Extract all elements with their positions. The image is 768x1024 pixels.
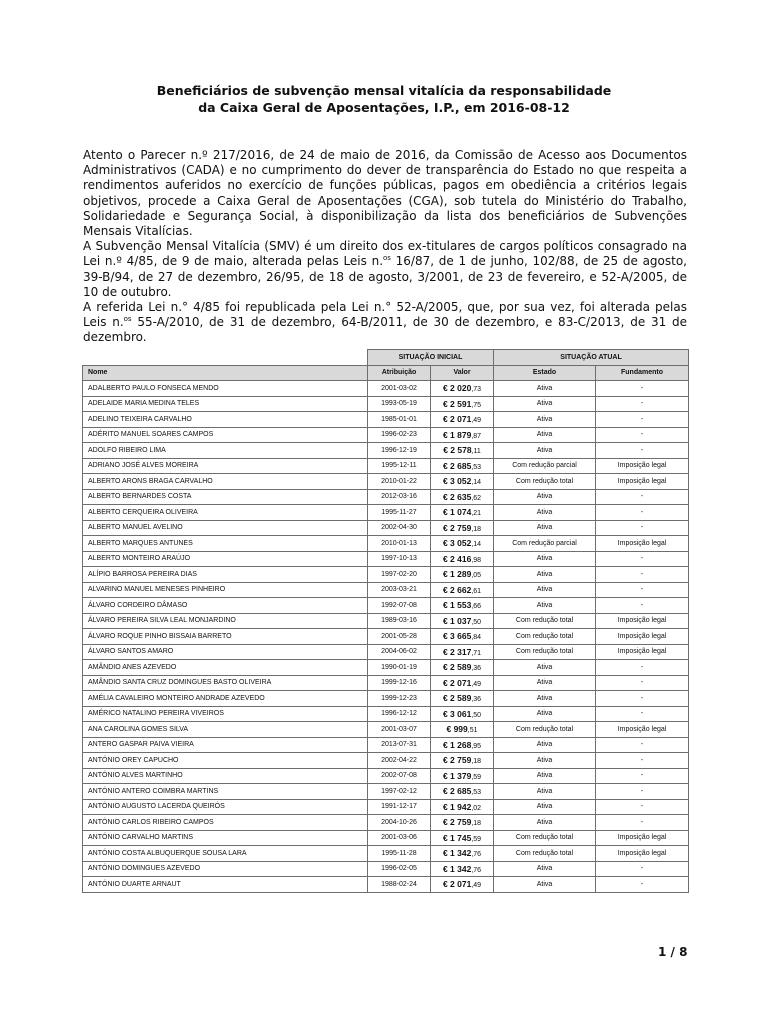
cell-atribuicao: 2003-03-21 <box>368 582 431 598</box>
cell-valor <box>431 458 494 474</box>
title-line-2: da Caixa Geral de Aposentações, I.P., em 2016-08-12 <box>198 100 570 115</box>
valor-decimals: ,98 <box>471 556 482 564</box>
table-row <box>83 536 689 552</box>
cell-estado: Ativa <box>494 567 596 583</box>
cell-atribuicao: 2010-01-13 <box>368 536 431 552</box>
cell-valor <box>431 489 494 505</box>
table-row <box>83 520 689 536</box>
table-row <box>83 846 689 862</box>
valor-integer: € 2 685 <box>442 786 472 797</box>
cell-nome: ADELAIDE MARIA MEDINA TELES <box>83 396 368 412</box>
intro-p2-superscript: os <box>383 254 391 263</box>
cell-atribuicao: 2001-05-28 <box>368 629 431 645</box>
document-title <box>0 82 768 116</box>
cell-fundamento: - <box>596 443 689 459</box>
intro-p3-text-a: A referida Lei n.° 4/85 foi republicada pela Lei n.° 52-A/2005, que, por sua vez, foi alterada pelas Leis n. <box>83 300 687 330</box>
intro-text <box>83 148 687 346</box>
valor-integer: € 1 379 <box>442 770 472 781</box>
valor-decimals: ,49 <box>471 680 482 688</box>
header-fundamento: Fundamento <box>596 365 689 381</box>
cell-valor <box>431 567 494 583</box>
table-row <box>83 660 689 676</box>
table-row <box>83 567 689 583</box>
cell-nome: ANTÓNIO OREY CAPUCHO <box>83 753 368 769</box>
cell-valor <box>431 830 494 846</box>
cell-fundamento: - <box>596 753 689 769</box>
cell-fundamento: - <box>596 489 689 505</box>
cell-valor <box>431 768 494 784</box>
cell-valor <box>431 551 494 567</box>
table-row <box>83 458 689 474</box>
cell-valor <box>431 737 494 753</box>
cell-valor <box>431 722 494 738</box>
cell-estado: Ativa <box>494 784 596 800</box>
table-column-header-row <box>83 365 689 381</box>
cell-valor <box>431 644 494 660</box>
valor-integer: € 2 071 <box>442 414 472 425</box>
cell-valor <box>431 799 494 815</box>
cell-fundamento: - <box>596 582 689 598</box>
cell-atribuicao: 1996-12-19 <box>368 443 431 459</box>
cell-nome: ADÉRITO MANUEL SOARES CAMPOS <box>83 427 368 443</box>
cell-fundamento: - <box>596 427 689 443</box>
valor-decimals: ,61 <box>471 587 482 595</box>
intro-paragraph-2 <box>83 239 687 300</box>
cell-valor <box>431 706 494 722</box>
cell-nome: ANTERO GASPAR PAIVA VIEIRA <box>83 737 368 753</box>
valor-decimals: ,50 <box>471 711 482 719</box>
valor-integer: € 1 342 <box>442 863 472 874</box>
cell-fundamento: Imposição legal <box>596 830 689 846</box>
cell-valor <box>431 629 494 645</box>
cell-fundamento: Imposição legal <box>596 536 689 552</box>
cell-nome: AMÂNDIO SANTA CRUZ DOMINGUES BASTO OLIVEIRA <box>83 675 368 691</box>
valor-decimals: ,50 <box>471 618 482 626</box>
valor-decimals: ,49 <box>471 417 482 425</box>
valor-integer: € 2 685 <box>442 460 472 471</box>
cell-nome: ANTÓNIO ALVES MARTINHO <box>83 768 368 784</box>
cell-atribuicao: 2002-04-30 <box>368 520 431 536</box>
cell-nome: ALBERTO MARQUES ANTUNES <box>83 536 368 552</box>
valor-integer: € 3 052 <box>442 476 472 487</box>
valor-integer: € 2 635 <box>442 491 472 502</box>
cell-atribuicao: 1997-10-13 <box>368 551 431 567</box>
table-row <box>83 396 689 412</box>
cell-atribuicao: 1990-01-19 <box>368 660 431 676</box>
cell-fundamento: - <box>596 737 689 753</box>
valor-decimals: ,14 <box>471 479 482 487</box>
table-row <box>83 815 689 831</box>
title-line-1: Beneficiários de subvenção mensal vitalícia da responsabilidade <box>156 83 612 98</box>
header-nome: Nome <box>83 365 368 381</box>
cell-valor <box>431 691 494 707</box>
cell-fundamento: - <box>596 706 689 722</box>
cell-valor <box>431 815 494 831</box>
table-row <box>83 675 689 691</box>
table-row <box>83 706 689 722</box>
table-row <box>83 830 689 846</box>
cell-fundamento: - <box>596 412 689 428</box>
cell-nome: ANTÓNIO CARVALHO MARTINS <box>83 830 368 846</box>
table-row <box>83 443 689 459</box>
cell-fundamento: Imposição legal <box>596 474 689 490</box>
table-row <box>83 629 689 645</box>
cell-estado: Ativa <box>494 427 596 443</box>
valor-decimals: ,14 <box>471 541 482 549</box>
cell-nome: ÁLVARO ROQUE PINHO BISSAIA BARRETO <box>83 629 368 645</box>
cell-atribuicao: 2010-01-22 <box>368 474 431 490</box>
cell-estado: Ativa <box>494 381 596 397</box>
cell-atribuicao: 1997-02-20 <box>368 567 431 583</box>
cell-estado: Com redução total <box>494 846 596 862</box>
valor-integer: € 2 591 <box>442 398 472 409</box>
cell-estado: Ativa <box>494 551 596 567</box>
cell-estado: Ativa <box>494 877 596 893</box>
cell-valor <box>431 427 494 443</box>
cell-estado: Ativa <box>494 675 596 691</box>
cell-fundamento: - <box>596 551 689 567</box>
valor-decimals: ,66 <box>471 603 482 611</box>
cell-nome: ANTÓNIO DOMINGUES AZEVEDO <box>83 861 368 877</box>
cell-estado: Ativa <box>494 660 596 676</box>
cell-fundamento: - <box>596 396 689 412</box>
valor-decimals: ,75 <box>471 401 482 409</box>
cell-valor <box>431 877 494 893</box>
valor-integer: € 1 879 <box>442 429 472 440</box>
header-estado: Estado <box>494 365 596 381</box>
valor-decimals: ,59 <box>471 835 482 843</box>
valor-decimals: ,59 <box>471 773 482 781</box>
cell-nome: ADRIANO JOSÉ ALVES MOREIRA <box>83 458 368 474</box>
cell-atribuicao: 1996-12-12 <box>368 706 431 722</box>
table-row <box>83 737 689 753</box>
cell-nome: ANTÓNIO AUGUSTO LACERDA QUEIRÓS <box>83 799 368 815</box>
cell-valor <box>431 753 494 769</box>
cell-atribuicao: 1989-03-16 <box>368 613 431 629</box>
table-row <box>83 381 689 397</box>
valor-integer: € 2 071 <box>442 677 472 688</box>
cell-valor <box>431 861 494 877</box>
table-row <box>83 784 689 800</box>
valor-integer: € 1 942 <box>442 801 472 812</box>
cell-nome: ALÍPIO BARROSA PEREIRA DIAS <box>83 567 368 583</box>
cell-atribuicao: 1992-07-08 <box>368 598 431 614</box>
cell-estado: Ativa <box>494 753 596 769</box>
intro-p2-text-b: 16/87, de 1 de junho, 102/88, de 25 de agosto, 39-B/94, de 27 de dezembro, 26/95, de 18 de agosto, 3/2001, de 23 de fevereiro, e 52-A/2005, de 10 de outubro. <box>83 254 687 299</box>
cell-estado: Ativa <box>494 598 596 614</box>
cell-fundamento: Imposição legal <box>596 629 689 645</box>
valor-decimals: ,21 <box>471 510 482 518</box>
cell-fundamento: - <box>596 567 689 583</box>
valor-integer: € 1 745 <box>442 832 472 843</box>
valor-decimals: ,84 <box>471 634 482 642</box>
valor-decimals: ,49 <box>471 882 482 890</box>
valor-decimals: ,73 <box>471 386 482 394</box>
cell-estado: Com redução total <box>494 474 596 490</box>
valor-integer: € 2 759 <box>442 522 472 533</box>
cell-fundamento: - <box>596 877 689 893</box>
valor-decimals: ,18 <box>471 758 482 766</box>
beneficiaries-table <box>82 349 689 893</box>
intro-p3-text-b: 55-A/2010, de 31 de dezembro, 64-B/2011, de 30 de dezembro, e 83-C/2013, de 31 de dezembro. <box>83 315 687 345</box>
table-row <box>83 427 689 443</box>
cell-fundamento: Imposição legal <box>596 722 689 738</box>
valor-integer: € 2 759 <box>442 755 472 766</box>
cell-estado: Com redução total <box>494 629 596 645</box>
table-row <box>83 644 689 660</box>
table-header-blank <box>83 350 368 366</box>
cell-atribuicao: 2013-07-31 <box>368 737 431 753</box>
cell-atribuicao: 1999-12-16 <box>368 675 431 691</box>
cell-fundamento: - <box>596 381 689 397</box>
cell-nome: ÁLVARO PEREIRA SILVA LEAL MONJARDINO <box>83 613 368 629</box>
valor-integer: € 2 578 <box>443 445 472 456</box>
cell-atribuicao: 1997-02-12 <box>368 784 431 800</box>
cell-valor <box>431 536 494 552</box>
page-number: 1 / 8 <box>658 945 688 959</box>
table-row <box>83 861 689 877</box>
table-row <box>83 582 689 598</box>
cell-nome: ALBERTO MONTEIRO ARAÚJO <box>83 551 368 567</box>
cell-fundamento: - <box>596 691 689 707</box>
valor-decimals: ,76 <box>471 851 482 859</box>
cell-atribuicao: 2001-03-02 <box>368 381 431 397</box>
cell-atribuicao: 1988-02-24 <box>368 877 431 893</box>
cell-atribuicao: 1991-12-17 <box>368 799 431 815</box>
cell-atribuicao: 2002-04-22 <box>368 753 431 769</box>
cell-atribuicao: 1995-12-11 <box>368 458 431 474</box>
valor-decimals: ,02 <box>471 804 482 812</box>
cell-estado: Ativa <box>494 706 596 722</box>
cell-nome: ALBERTO ARONS BRAGA CARVALHO <box>83 474 368 490</box>
valor-decimals: ,18 <box>471 525 482 533</box>
cell-atribuicao: 1993-05-19 <box>368 396 431 412</box>
cell-nome: ANTÓNIO DUARTE ARNAUT <box>83 877 368 893</box>
intro-paragraph-1: Atento o Parecer n.º 217/2016, de 24 de maio de 2016, da Comissão de Acesso aos Documentos Administrativos (CADA) e no cumprimento do dever de transparência do Estado no que respeita a rendimentos auferidos no exercício de funções públicas, pagos em obediência a critérios legais objetivos, procede a Caixa Geral de Aposentações (CGA), sob tutela do Ministério do Trabalho, Solidariedade e Segurança Social, à disponibilização da lista dos beneficiários de Subvenções Mensais Vitalícias. <box>83 148 687 239</box>
table-group-header-row <box>83 350 689 366</box>
cell-atribuicao: 1999-12-23 <box>368 691 431 707</box>
valor-integer: € 2 416 <box>442 553 472 564</box>
cell-nome: ADALBERTO PAULO FONSECA MENDO <box>83 381 368 397</box>
cell-valor <box>431 505 494 521</box>
valor-integer: € 1 289 <box>442 569 472 580</box>
cell-estado: Com redução total <box>494 722 596 738</box>
intro-p2-text-a: A Subvenção Mensal Vitalícia (SMV) é um direito dos ex-titulares de cargos políticos consagrado na Lei n.º 4/85, de 9 de maio, alterada pelas Leis n. <box>83 239 687 269</box>
cell-atribuicao: 1996-02-05 <box>368 861 431 877</box>
valor-integer: € 1 074 <box>442 507 472 518</box>
cell-estado: Ativa <box>494 520 596 536</box>
cell-valor <box>431 474 494 490</box>
table-row <box>83 753 689 769</box>
valor-decimals: ,51 <box>467 727 478 735</box>
valor-integer: € 2 071 <box>442 879 472 890</box>
cell-nome: ADELINO TEIXEIRA CARVALHO <box>83 412 368 428</box>
cell-estado: Ativa <box>494 412 596 428</box>
cell-fundamento: - <box>596 768 689 784</box>
valor-decimals: ,87 <box>471 432 482 440</box>
cell-nome: AMÉRICO NATALINO PEREIRA VIVEIROS <box>83 706 368 722</box>
cell-estado: Ativa <box>494 768 596 784</box>
valor-integer: € 1 268 <box>442 739 472 750</box>
valor-decimals: ,18 <box>471 820 482 828</box>
cell-valor <box>431 381 494 397</box>
table-row <box>83 877 689 893</box>
cell-fundamento: - <box>596 598 689 614</box>
cell-estado: Com redução parcial <box>494 536 596 552</box>
valor-integer: € 1 553 <box>442 600 472 611</box>
valor-integer: € 1 342 <box>442 848 472 859</box>
header-atribuicao: Atribuição <box>368 365 431 381</box>
cell-nome: ANTÓNIO COSTA ALBUQUERQUE SOUSA LARA <box>83 846 368 862</box>
cell-nome: ALBERTO CERQUEIRA OLIVEIRA <box>83 505 368 521</box>
cell-nome: ALVARINO MANUEL MENESES PINHEIRO <box>83 582 368 598</box>
cell-valor <box>431 784 494 800</box>
valor-integer: € 2 662 <box>442 584 472 595</box>
valor-integer: € 2 589 <box>442 693 472 704</box>
table-row <box>83 474 689 490</box>
cell-fundamento: - <box>596 815 689 831</box>
cell-fundamento: - <box>596 505 689 521</box>
cell-fundamento: Imposição legal <box>596 644 689 660</box>
cell-fundamento: - <box>596 520 689 536</box>
intro-p3-superscript: os <box>123 315 132 324</box>
cell-fundamento: - <box>596 784 689 800</box>
valor-integer: € 2 317 <box>442 646 472 657</box>
cell-nome: ANTÓNIO ANTERO COIMBRA MARTINS <box>83 784 368 800</box>
cell-estado: Com redução total <box>494 613 596 629</box>
cell-estado: Ativa <box>494 815 596 831</box>
cell-atribuicao: 2001-03-07 <box>368 722 431 738</box>
cell-estado: Ativa <box>494 582 596 598</box>
cell-atribuicao: 2004-10-26 <box>368 815 431 831</box>
valor-integer: € 1 037 <box>442 615 472 626</box>
cell-valor <box>431 598 494 614</box>
cell-estado: Ativa <box>494 505 596 521</box>
valor-decimals: ,71 <box>471 649 482 657</box>
cell-nome: AMÂNDIO ANES AZEVEDO <box>83 660 368 676</box>
cell-valor <box>431 613 494 629</box>
cell-valor <box>431 412 494 428</box>
cell-valor <box>431 846 494 862</box>
cell-valor <box>431 443 494 459</box>
cell-fundamento: Imposição legal <box>596 846 689 862</box>
cell-atribuicao: 2012-03-16 <box>368 489 431 505</box>
valor-decimals: ,95 <box>471 742 482 750</box>
cell-estado: Ativa <box>494 396 596 412</box>
valor-decimals: ,36 <box>471 665 482 673</box>
cell-nome: ALBERTO MANUEL AVELINO <box>83 520 368 536</box>
cell-fundamento: - <box>596 861 689 877</box>
valor-integer: € 2 759 <box>442 817 472 828</box>
cell-valor <box>431 660 494 676</box>
valor-decimals: ,53 <box>471 789 482 797</box>
cell-atribuicao: 1995-11-28 <box>368 846 431 862</box>
cell-nome: ÁLVARO SANTOS AMARO <box>83 644 368 660</box>
cell-valor <box>431 675 494 691</box>
cell-valor <box>431 582 494 598</box>
valor-decimals: ,62 <box>471 494 482 502</box>
cell-valor <box>431 396 494 412</box>
cell-nome: ANA CAROLINA GOMES SILVA <box>83 722 368 738</box>
cell-estado: Com redução total <box>494 830 596 846</box>
cell-nome: ANTÓNIO CARLOS RIBEIRO CAMPOS <box>83 815 368 831</box>
cell-valor <box>431 520 494 536</box>
table-row <box>83 505 689 521</box>
valor-decimals: ,53 <box>471 463 482 471</box>
valor-integer: € 3 665 <box>442 631 472 642</box>
table-row <box>83 799 689 815</box>
table-row <box>83 768 689 784</box>
cell-fundamento: Imposição legal <box>596 458 689 474</box>
cell-atribuicao: 2001-03-06 <box>368 830 431 846</box>
table-row <box>83 598 689 614</box>
cell-nome: ALBERTO BERNARDES COSTA <box>83 489 368 505</box>
valor-integer: € 3 061 <box>442 708 472 719</box>
cell-estado: Ativa <box>494 861 596 877</box>
cell-atribuicao: 1995-11-27 <box>368 505 431 521</box>
cell-nome: ÁLVARO CORDEIRO DÂMASO <box>83 598 368 614</box>
cell-fundamento: - <box>596 799 689 815</box>
table-row <box>83 412 689 428</box>
cell-estado: Ativa <box>494 489 596 505</box>
cell-atribuicao: 2002-07-08 <box>368 768 431 784</box>
valor-integer: € 999 <box>446 724 468 735</box>
valor-decimals: ,05 <box>471 572 482 580</box>
cell-fundamento: Imposição legal <box>596 613 689 629</box>
cell-estado: Ativa <box>494 737 596 753</box>
valor-decimals: ,76 <box>471 866 482 874</box>
cell-fundamento: - <box>596 675 689 691</box>
cell-estado: Com redução parcial <box>494 458 596 474</box>
cell-estado: Com redução total <box>494 644 596 660</box>
valor-integer: € 3 052 <box>442 538 472 549</box>
valor-integer: € 2 020 <box>442 383 472 394</box>
cell-nome: ADOLFO RIBEIRO LIMA <box>83 443 368 459</box>
cell-estado: Ativa <box>494 443 596 459</box>
cell-fundamento: - <box>596 660 689 676</box>
table-row <box>83 691 689 707</box>
table-row <box>83 722 689 738</box>
table-row <box>83 613 689 629</box>
cell-nome: AMÉLIA CAVALEIRO MONTEIRO ANDRADE AZEVEDO <box>83 691 368 707</box>
table-row <box>83 489 689 505</box>
intro-paragraph-3 <box>83 300 687 346</box>
header-situacao-inicial: SITUAÇÃO INICIAL <box>368 350 494 366</box>
cell-atribuicao: 1996-02-23 <box>368 427 431 443</box>
valor-decimals: ,36 <box>471 696 482 704</box>
cell-estado: Ativa <box>494 799 596 815</box>
header-valor: Valor <box>431 365 494 381</box>
header-situacao-atual: SITUAÇÃO ATUAL <box>494 350 689 366</box>
table-body <box>83 381 689 893</box>
cell-atribuicao: 1985-01-01 <box>368 412 431 428</box>
table-row <box>83 551 689 567</box>
cell-estado: Ativa <box>494 691 596 707</box>
valor-integer: € 2 589 <box>442 662 472 673</box>
cell-atribuicao: 2004-06-02 <box>368 644 431 660</box>
valor-decimals: ,11 <box>471 448 481 456</box>
